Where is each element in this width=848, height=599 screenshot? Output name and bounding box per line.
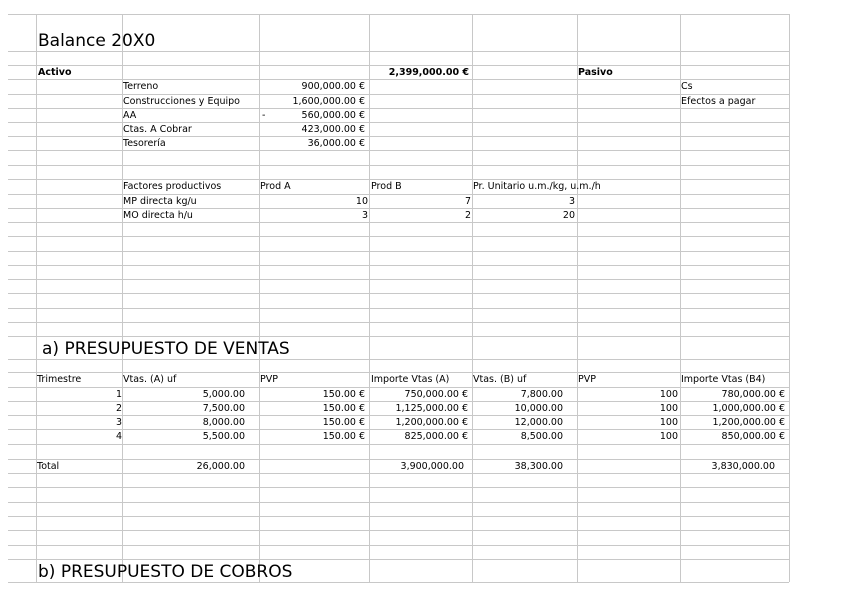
sales-cell: 1,200,000.00 € xyxy=(395,417,468,428)
sales-total-cell: 26,000.00 xyxy=(196,461,245,472)
sales-cell: 750,000.00 € xyxy=(404,389,468,400)
grid-row-line xyxy=(8,251,789,252)
sales-cell: 8,000.00 xyxy=(202,417,245,428)
asset-label: Tesorería xyxy=(123,138,166,149)
sales-header: Trimestre xyxy=(37,374,82,385)
sales-cell: 100 xyxy=(659,431,678,442)
sales-header: Importe Vtas (B4) xyxy=(681,374,766,385)
sheet-title: Balance 20X0 xyxy=(38,31,156,51)
sales-cell: 5,500.00 xyxy=(202,431,245,442)
sales-header: Importe Vtas (A) xyxy=(371,374,450,385)
grid-col-line xyxy=(789,14,790,582)
factors-header: Factores productivos xyxy=(123,181,222,192)
grid-row-line xyxy=(8,545,789,546)
factor-label: MO directa h/u xyxy=(123,210,193,221)
grid-row-line xyxy=(8,359,789,360)
sales-cell: 1,125,000.00 € xyxy=(395,403,468,414)
factor-value: 7 xyxy=(464,196,471,207)
sales-header: Vtas. (A) uf xyxy=(123,374,177,385)
sales-cell: 10,000.00 xyxy=(514,403,563,414)
factor-value: 20 xyxy=(562,210,575,221)
sales-cell: 7,800.00 xyxy=(520,389,563,400)
asset-label: Terreno xyxy=(123,81,159,92)
sales-cell: 150.00 € xyxy=(322,403,365,414)
activo-total: 2,399,000.00 € xyxy=(388,67,469,78)
sales-cell: 1 xyxy=(115,389,122,400)
grid-col-line xyxy=(36,14,37,582)
asset-value: 900,000.00 € xyxy=(301,81,365,92)
sales-cell: 100 xyxy=(659,389,678,400)
sales-header: Vtas. (B) uf xyxy=(473,374,527,385)
sales-section-title: a) PRESUPUESTO DE VENTAS xyxy=(42,339,290,359)
sales-cell: 150.00 € xyxy=(322,389,365,400)
grid-row-line xyxy=(8,487,789,488)
sales-cell: 7,500.00 xyxy=(202,403,245,414)
sales-total-cell: 3,900,000.00 xyxy=(400,461,464,472)
sales-header: PVP xyxy=(578,374,596,385)
asset-sign: - xyxy=(262,110,266,121)
grid-row-line xyxy=(8,444,789,445)
asset-value: 36,000.00 € xyxy=(307,138,365,149)
grid-row-line xyxy=(8,293,789,294)
liability-label: Cs xyxy=(681,81,693,92)
asset-value: 423,000.00 € xyxy=(301,124,365,135)
sales-cell: 4 xyxy=(115,431,122,442)
grid-row-line xyxy=(8,279,789,280)
sales-total-cell: 3,830,000.00 xyxy=(711,461,775,472)
grid-row-line xyxy=(8,308,789,309)
sales-cell: 2 xyxy=(115,403,122,414)
sales-header: PVP xyxy=(260,374,278,385)
grid-row-line xyxy=(8,14,789,15)
factors-header: Prod A xyxy=(260,181,291,192)
grid-col-line xyxy=(472,14,473,582)
sales-cell: 3 xyxy=(115,417,122,428)
sales-cell: 780,000.00 € xyxy=(721,389,785,400)
factors-header: Pr. Unitario u.m./kg, u.m./h xyxy=(473,181,601,192)
asset-label: AA xyxy=(123,110,137,121)
sales-cell: 12,000.00 xyxy=(514,417,563,428)
grid-row-line xyxy=(8,51,789,52)
grid-col-line xyxy=(369,14,370,582)
asset-label: Ctas. A Cobrar xyxy=(123,124,192,135)
grid-row-line xyxy=(8,473,789,474)
collections-section-title: b) PRESUPUESTO DE COBROS xyxy=(38,562,293,582)
asset-value: 1,600,000.00 € xyxy=(292,96,365,107)
grid-row-line xyxy=(8,559,789,560)
activo-label: Activo xyxy=(38,67,72,78)
grid-col-line xyxy=(577,14,578,582)
sales-cell: 825,000.00 € xyxy=(404,431,468,442)
factor-value: 3 xyxy=(361,210,368,221)
sales-cell: 850,000.00 € xyxy=(721,431,785,442)
sales-cell: 150.00 € xyxy=(322,417,365,428)
grid-row-line xyxy=(8,516,789,517)
sales-cell: 100 xyxy=(659,417,678,428)
sales-cell: 150.00 € xyxy=(322,431,365,442)
asset-value: 560,000.00 € xyxy=(301,110,365,121)
grid-row-line xyxy=(8,502,789,503)
grid-row-line xyxy=(8,165,789,166)
factor-value: 2 xyxy=(464,210,471,221)
grid-row-line xyxy=(8,222,789,223)
sales-cell: 5,000.00 xyxy=(202,389,245,400)
sales-cell: 1,000,000.00 € xyxy=(712,403,785,414)
grid-row-line xyxy=(8,530,789,531)
asset-label: Construcciones y Equipo xyxy=(123,96,240,107)
grid-row-line xyxy=(8,582,789,583)
sales-cell: 100 xyxy=(659,403,678,414)
grid-row-line xyxy=(8,336,789,337)
factors-header: Prod B xyxy=(371,181,402,192)
sales-cell: 1,200,000.00 € xyxy=(712,417,785,428)
sales-total-label: Total xyxy=(37,461,60,472)
factor-label: MP directa kg/u xyxy=(123,196,197,207)
grid-row-line xyxy=(8,265,789,266)
grid-row-line xyxy=(8,150,789,151)
pasivo-label: Pasivo xyxy=(578,67,613,78)
sales-cell: 8,500.00 xyxy=(520,431,563,442)
liability-label: Efectos a pagar xyxy=(681,96,756,107)
grid-row-line xyxy=(8,236,789,237)
factor-value: 10 xyxy=(355,196,368,207)
factor-value: 3 xyxy=(568,196,575,207)
sales-total-cell: 38,300.00 xyxy=(514,461,563,472)
grid-row-line xyxy=(8,322,789,323)
